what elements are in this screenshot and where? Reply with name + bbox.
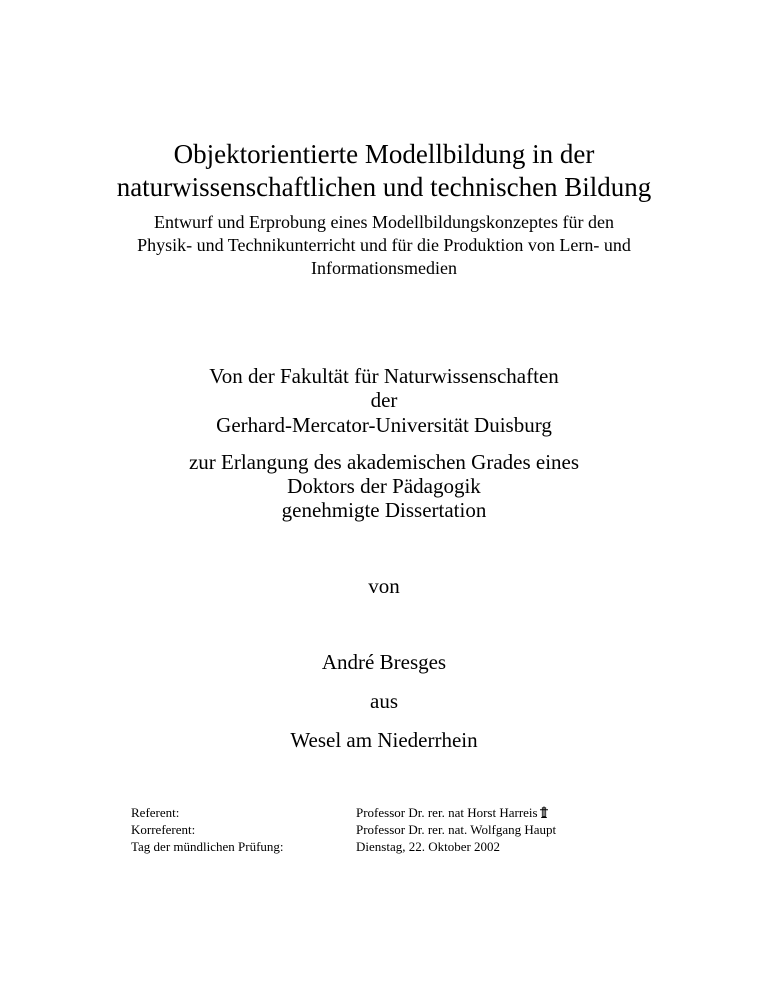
faculty-line-1: Von der Fakultät für Naturwissenschaften [209, 364, 559, 388]
cross-icon [539, 806, 549, 818]
subtitle-line-3: Informationsmedien [311, 258, 457, 278]
title-line-2: naturwissenschaftlichen und technischen Bildung [116, 172, 652, 202]
degree-line-3: genehmigte Dissertation [281, 498, 487, 522]
author-name: André Bresges [321, 650, 447, 674]
exam-date-label: Tag der mündlichen Prüfung: [131, 839, 284, 854]
referent-name: Professor Dr. rer. nat Horst Harreis [356, 805, 538, 820]
degree-line-1: zur Erlangung des akademischen Grades eines [188, 450, 580, 474]
degree-line-2: Doktors der Pädagogik [287, 474, 481, 498]
author-aus: aus [370, 689, 398, 713]
korreferent-value: Professor Dr. rer. nat. Wolfgang Haupt [356, 822, 557, 837]
exam-date-value: Dienstag, 22. Oktober 2002 [356, 839, 501, 854]
subtitle-line-2: Physik- und Technikunterricht und für die Produktion von Lern- und [137, 235, 631, 255]
referent-label: Referent: [131, 805, 180, 820]
faculty-line-2: der [370, 388, 398, 412]
subtitle-line-1: Entwurf und Erprobung eines Modellbildungskonzeptes für den [154, 212, 614, 232]
faculty-line-3: Gerhard-Mercator-Universität Duisburg [216, 413, 552, 437]
author-origin: Wesel am Niederrhein [290, 728, 478, 752]
title-line-1: Objektorientierte Modellbildung in der [173, 139, 595, 169]
korreferent-label: Korreferent: [131, 822, 196, 837]
referent-value [356, 804, 549, 821]
author-von: von [368, 574, 400, 598]
